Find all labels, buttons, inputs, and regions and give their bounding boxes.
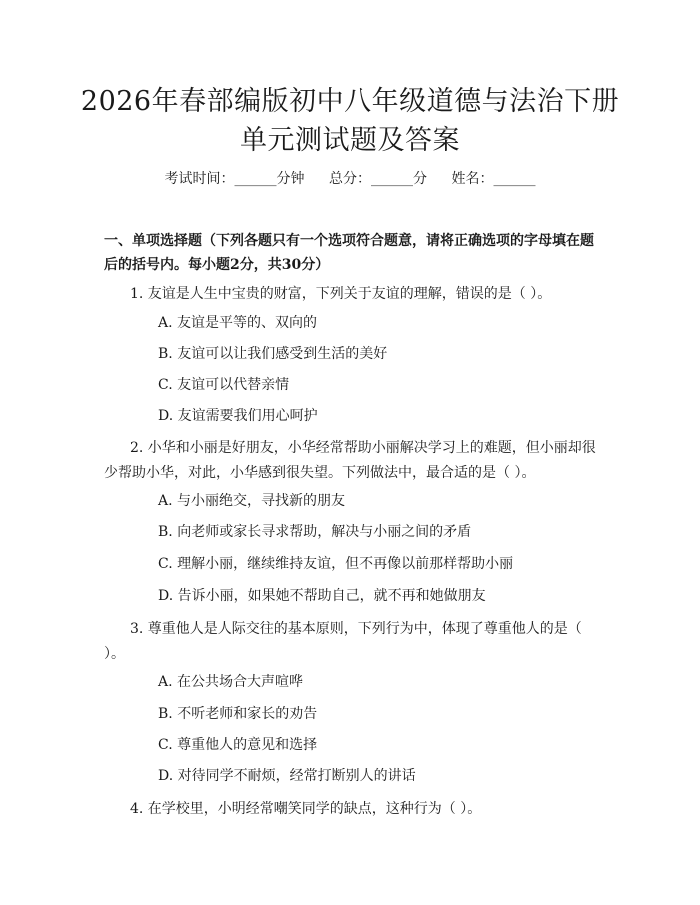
q2-option-c: C. 理解小丽，继续维持友谊，但不再像以前那样帮助小丽: [158, 556, 514, 572]
q2-option-a: A. 与小丽绝交，寻找新的朋友: [158, 493, 346, 509]
exam-info: [0, 168, 700, 188]
section-heading: 一、单项选择题（下列各题只有一个选项符合题意，请将正确选项的字母填在题后的括号内。每小题2分，共30分）: [104, 233, 594, 273]
q3-option-b: B. 不听老师和家长的劝告: [158, 706, 318, 722]
question-1: 1. 友谊是人生中宝贵的财富，下列关于友谊的理解，错误的是（ ）。: [130, 286, 552, 302]
q3-option-c: C. 尊重他人的意见和选择: [158, 737, 318, 753]
exam-score: 总分：______分: [329, 171, 427, 187]
q1-option-a: A. 友谊是平等的、双向的: [158, 315, 318, 331]
question-3: 3. 尊重他人是人际交往的基本原则，下列行为中，体现了尊重他人的是（ ）。: [104, 621, 582, 662]
exam-name: 姓名：______: [451, 171, 536, 187]
page-title-line1: 2026年春部编版初中八年级道德与法治下册: [80, 86, 620, 117]
q3-option-d: D. 对待同学不耐烦，经常打断别人的讲话: [158, 768, 416, 784]
q2-option-d: D. 告诉小丽，如果她不帮助自己，就不再和她做朋友: [158, 588, 486, 604]
q1-option-c: C. 友谊可以代替亲情: [158, 377, 290, 393]
q1-option-d: D. 友谊需要我们用心呵护: [158, 408, 318, 424]
q1-option-b: B. 友谊可以让我们感受到生活的美好: [158, 346, 388, 362]
q2-option-b: B. 向老师或家长寻求帮助，解决与小丽之间的矛盾: [158, 524, 472, 540]
question-2: 2. 小华和小丽是好朋友，小华经常帮助小丽解决学习上的难题，但小丽却很少帮助小华，对此，小华感到很失望。下列做法中，最合适的是（ ）。: [104, 440, 596, 481]
page-title-line2: 单元测试题及答案: [240, 125, 460, 156]
question-4: 4. 在学校里，小明经常嘲笑同学的缺点，这种行为（ ）。: [130, 801, 482, 817]
q3-option-a: A. 在公共场合大声喧哗: [158, 674, 304, 690]
exam-time: 考试时间：______分钟: [164, 171, 305, 187]
